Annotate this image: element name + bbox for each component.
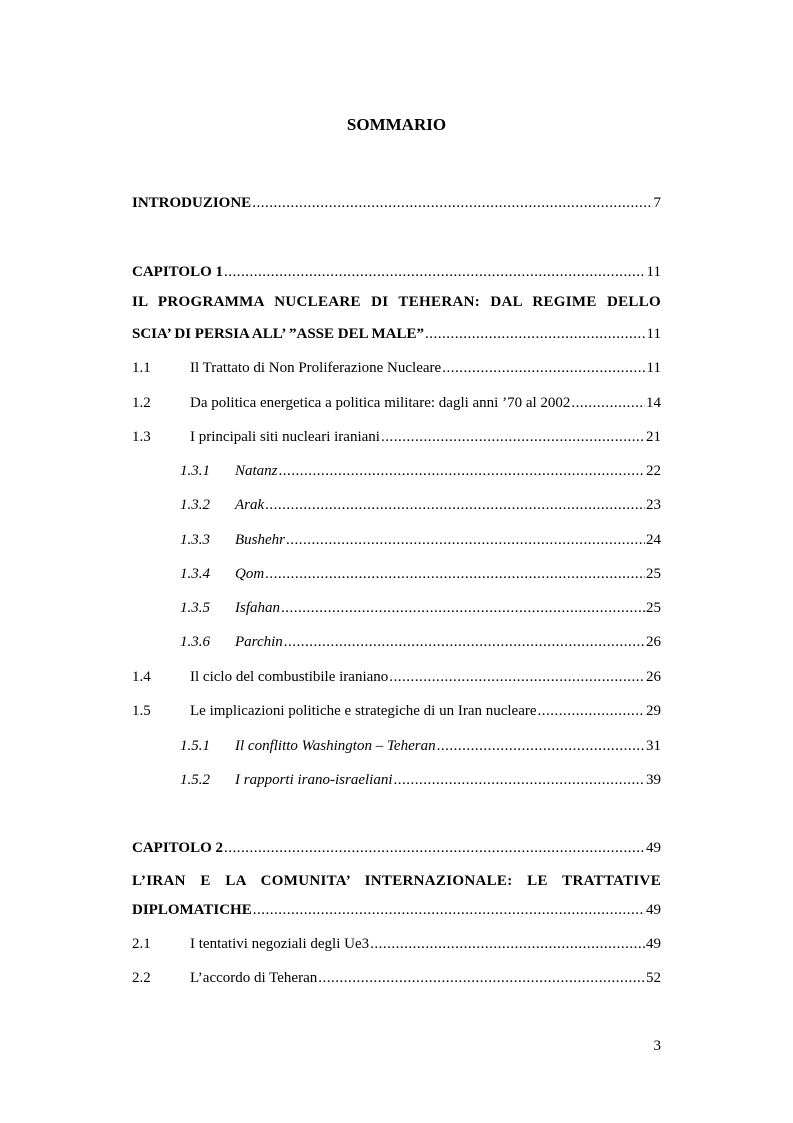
dot-leader [265, 495, 645, 515]
toc-entry-text: L’accordo di Teheran [190, 970, 318, 986]
toc-entry-number: 1.3.2 [180, 497, 210, 513]
toc-entry-page: 11 [646, 326, 661, 342]
toc-entry-number: 1.3 [132, 429, 151, 445]
toc-entry-page: 29 [646, 703, 661, 719]
page-number: 3 [653, 1038, 661, 1054]
toc-entry-text: Natanz [235, 463, 278, 479]
toc-entry-chapter-2-title[interactable] [132, 900, 661, 920]
toc-entry-1-5-1[interactable] [180, 736, 661, 756]
toc-entry-text: Parchin [235, 634, 283, 650]
toc-entry-number: 1.3.3 [180, 532, 210, 548]
chapter-2-title-line-1: L’IRAN E LA COMUNITA’ INTERNAZIONALE: LE TRATTATIVE [132, 873, 661, 889]
dot-leader [253, 900, 645, 920]
toc-entry-page: 25 [646, 600, 661, 616]
dot-leader [394, 770, 645, 790]
toc-entry-text: Il conflitto Washington – Teheran [235, 738, 436, 754]
toc-entry-1-4[interactable] [132, 667, 661, 687]
toc-entry-number: 1.5.1 [180, 738, 210, 754]
toc-entry-1-3-4[interactable] [180, 564, 661, 584]
toc-entry-number: 1.4 [132, 669, 151, 685]
dot-leader [425, 324, 646, 344]
dot-leader [370, 934, 645, 954]
toc-entry-number: 2.1 [132, 936, 151, 952]
toc-entry-page: 49 [646, 936, 661, 952]
toc-entry-page: 11 [646, 264, 661, 280]
dot-leader [224, 262, 646, 282]
dot-leader [538, 701, 645, 721]
toc-entry-number: 1.3.5 [180, 600, 210, 616]
dot-leader [442, 358, 645, 378]
toc-entry-1-3-1[interactable] [180, 461, 661, 481]
toc-entry-page: 39 [646, 772, 661, 788]
dot-leader [252, 193, 652, 213]
toc-entry-number: 1.5.2 [180, 772, 210, 788]
toc-entry-page: 21 [646, 429, 661, 445]
dot-leader [281, 598, 645, 618]
toc-entry-page: 31 [646, 738, 661, 754]
toc-entry-text: Isfahan [235, 600, 280, 616]
toc-entry-2-2[interactable] [132, 968, 661, 988]
toc-entry-text: Da politica energetica a politica militare: dagli anni ’70 al 2002 [190, 395, 571, 411]
toc-entry-capitolo-2[interactable] [132, 838, 661, 858]
toc-entry-text: I tentativi negoziali degli Ue3 [190, 936, 370, 952]
chapter-1-title-line-1: IL PROGRAMMA NUCLEARE DI TEHERAN: DAL REGIME DELLO [132, 294, 661, 310]
toc-entry-page: 26 [646, 669, 661, 685]
toc-entry-number: 1.1 [132, 360, 151, 376]
toc-entry-page: 25 [646, 566, 661, 582]
dot-leader [286, 530, 645, 550]
toc-entry-2-1[interactable] [132, 934, 661, 954]
dot-leader [318, 968, 645, 988]
page-title: SOMMARIO [346, 115, 447, 134]
toc-entry-capitolo-1[interactable] [132, 262, 661, 282]
toc-entry-text: I principali siti nucleari iraniani [190, 429, 380, 445]
dot-leader [389, 667, 645, 687]
dot-leader [284, 632, 645, 652]
toc-entry-text: DIPLOMATICHE [132, 902, 252, 918]
toc-entry-1-5-2[interactable] [180, 770, 661, 790]
toc-entry-1-3-5[interactable] [180, 598, 661, 618]
toc-entry-text: Il ciclo del combustibile iraniano [190, 669, 389, 685]
toc-entry-1-3-6[interactable] [180, 632, 661, 652]
toc-entry-page: 26 [646, 634, 661, 650]
toc-entry-page: 11 [646, 360, 661, 376]
toc-entry-text: Le implicazioni politiche e strategiche di un Iran nucleare [190, 703, 537, 719]
toc-entry-page: 22 [646, 463, 661, 479]
toc-entry-page: 14 [646, 395, 661, 411]
toc-entry-1-5[interactable] [132, 701, 661, 721]
toc-entry-chapter-1-title[interactable] [132, 324, 661, 344]
toc-entry-text: Qom [235, 566, 265, 582]
toc-entry-number: 1.3.4 [180, 566, 210, 582]
toc-entry-page: 52 [646, 970, 661, 986]
toc-entry-text: Bushehr [235, 532, 285, 548]
dot-leader [381, 427, 645, 447]
toc-entry-number: 1.5 [132, 703, 151, 719]
toc-entry-page: 23 [646, 497, 661, 513]
toc-entry-1-1[interactable] [132, 358, 661, 378]
toc-entry-page: 49 [646, 840, 661, 856]
toc-entry-1-3-2[interactable] [180, 495, 661, 515]
toc-entry-text: SCIA’ DI PERSIA ALL’ ”ASSE DEL MALE” [132, 326, 425, 342]
dot-leader [265, 564, 645, 584]
toc-entry-text: Arak [235, 497, 265, 513]
toc-entry-number: 1.3.1 [180, 463, 210, 479]
toc-entry-introduzione[interactable] [132, 193, 661, 213]
toc-entry-page: 24 [646, 532, 661, 548]
toc-entry-1-2[interactable] [132, 393, 661, 413]
toc-entry-number: 1.2 [132, 395, 151, 411]
toc-entry-1-3[interactable] [132, 427, 661, 447]
toc-entry-text: I rapporti irano-israeliani [235, 772, 393, 788]
toc-entry-text: Il Trattato di Non Proliferazione Nucleare [190, 360, 442, 376]
toc-entry-page: 7 [653, 195, 661, 211]
dot-leader [279, 461, 645, 481]
toc-entry-1-3-3[interactable] [180, 530, 661, 550]
dot-leader [437, 736, 645, 756]
toc-entry-text: CAPITOLO 1 [132, 264, 223, 280]
toc-entry-number: 2.2 [132, 970, 151, 986]
toc-entry-page: 49 [646, 902, 661, 918]
dot-leader [224, 838, 645, 858]
toc-entry-text: INTRODUZIONE [132, 195, 252, 211]
toc-entry-number: 1.3.6 [180, 634, 210, 650]
toc-entry-text: CAPITOLO 2 [132, 840, 223, 856]
dot-leader [571, 393, 645, 413]
